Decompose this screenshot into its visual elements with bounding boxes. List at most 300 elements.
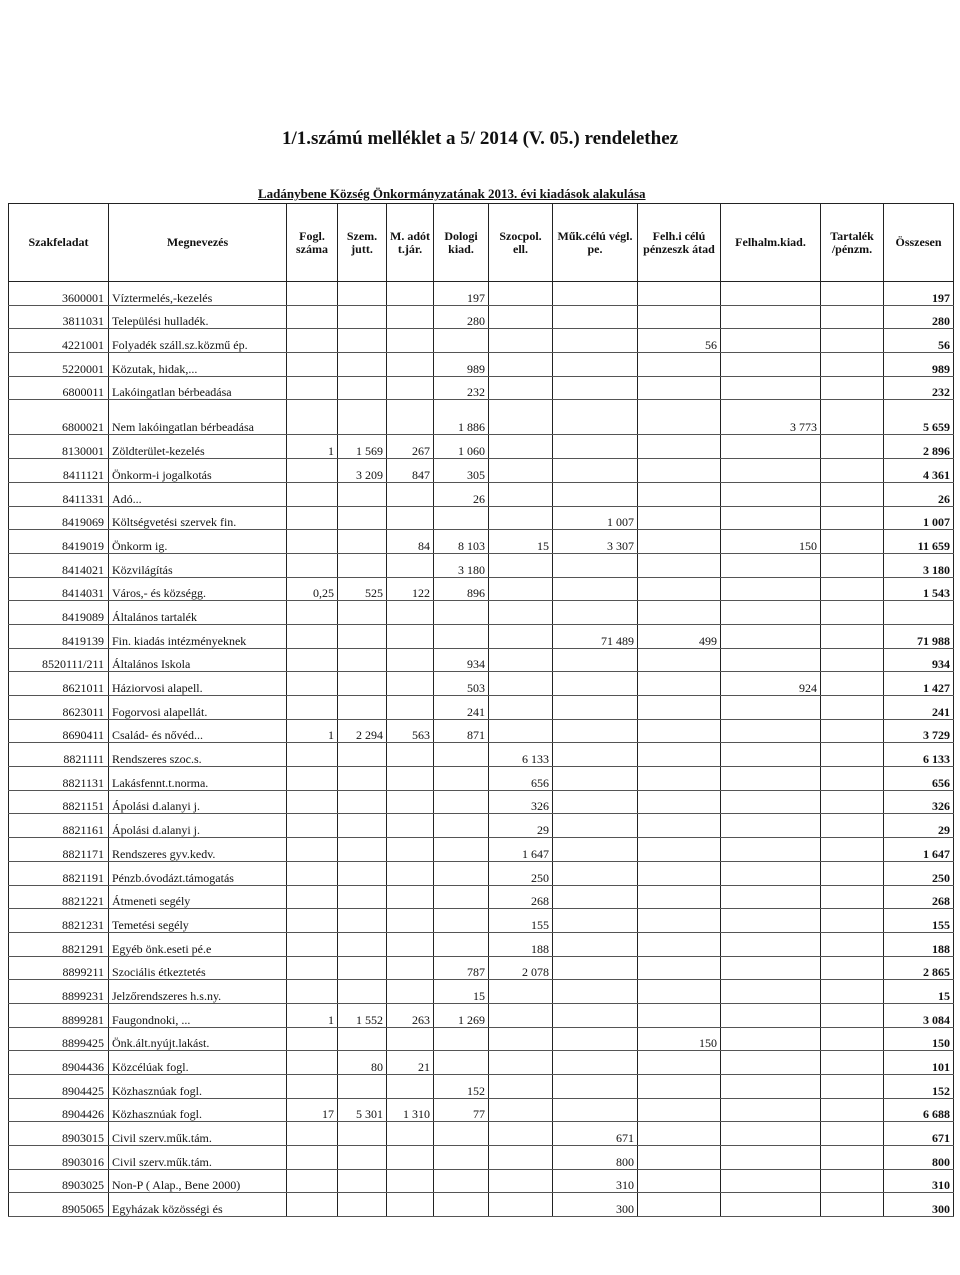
cell-osszesen: 241	[884, 696, 954, 720]
cell-szakfeladat: 8899211	[9, 956, 109, 980]
cell-muk	[553, 956, 638, 980]
cell-megnevezes: Fogorvosi alapellát.	[109, 696, 287, 720]
cell-muk: 310	[553, 1169, 638, 1193]
cell-felh	[638, 553, 721, 577]
table-row	[9, 861, 954, 885]
cell-dologi: 3 180	[434, 553, 489, 577]
cell-felhalm	[721, 353, 821, 377]
cell-muk	[553, 482, 638, 506]
cell-tartalek	[821, 482, 884, 506]
cell-felh	[638, 648, 721, 672]
cell-szakfeladat: 8904426	[9, 1098, 109, 1122]
cell-szocpol	[489, 1146, 553, 1170]
cell-madot	[387, 329, 434, 353]
expenditure-table-container	[8, 203, 954, 1217]
cell-felhalm	[721, 435, 821, 459]
cell-szakfeladat: 4221001	[9, 329, 109, 353]
cell-fogl: 1	[287, 435, 338, 459]
table-row	[9, 672, 954, 696]
cell-madot: 1 310	[387, 1098, 434, 1122]
table-row	[9, 648, 954, 672]
table-row	[9, 1193, 954, 1217]
cell-felhalm	[721, 282, 821, 306]
table-row	[9, 1075, 954, 1099]
table-row	[9, 790, 954, 814]
cell-szem	[338, 767, 387, 791]
cell-szem	[338, 305, 387, 329]
cell-fogl	[287, 482, 338, 506]
cell-szakfeladat: 8821131	[9, 767, 109, 791]
cell-szocpol: 656	[489, 767, 553, 791]
cell-madot	[387, 482, 434, 506]
cell-megnevezes: Települési hulladék.	[109, 305, 287, 329]
table-row	[9, 980, 954, 1004]
cell-megnevezes: Civil szerv.műk.tám.	[109, 1146, 287, 1170]
cell-muk	[553, 790, 638, 814]
cell-dologi	[434, 1169, 489, 1193]
cell-felhalm	[721, 624, 821, 648]
table-row	[9, 767, 954, 791]
cell-madot	[387, 980, 434, 1004]
cell-tartalek	[821, 909, 884, 933]
cell-szakfeladat: 8821161	[9, 814, 109, 838]
cell-osszesen: 326	[884, 790, 954, 814]
cell-tartalek	[821, 506, 884, 530]
col-header-muk: Műk.célú végl. pe.	[553, 204, 638, 282]
cell-megnevezes: Folyadék száll.sz.közmű ép.	[109, 329, 287, 353]
cell-fogl	[287, 909, 338, 933]
cell-felh	[638, 1003, 721, 1027]
cell-szakfeladat: 8821111	[9, 743, 109, 767]
cell-felh	[638, 1051, 721, 1075]
cell-szocpol	[489, 482, 553, 506]
cell-tartalek	[821, 624, 884, 648]
cell-szocpol: 268	[489, 885, 553, 909]
cell-fogl	[287, 329, 338, 353]
cell-dologi: 503	[434, 672, 489, 696]
cell-szakfeladat: 8130001	[9, 435, 109, 459]
cell-felhalm	[721, 329, 821, 353]
cell-szocpol: 1 647	[489, 838, 553, 862]
cell-szocpol	[489, 1027, 553, 1051]
cell-megnevezes: Ápolási d.alanyi j.	[109, 790, 287, 814]
cell-dologi	[434, 932, 489, 956]
cell-felhalm	[721, 909, 821, 933]
cell-felh	[638, 435, 721, 459]
cell-muk	[553, 648, 638, 672]
cell-megnevezes: Közhasznúak fogl.	[109, 1075, 287, 1099]
cell-szem	[338, 329, 387, 353]
cell-felh	[638, 1146, 721, 1170]
cell-felhalm	[721, 932, 821, 956]
cell-fogl	[287, 376, 338, 400]
cell-osszesen: 800	[884, 1146, 954, 1170]
cell-szem	[338, 885, 387, 909]
cell-fogl	[287, 861, 338, 885]
cell-muk	[553, 932, 638, 956]
cell-dologi: 280	[434, 305, 489, 329]
cell-szocpol	[489, 1193, 553, 1217]
cell-szocpol	[489, 400, 553, 435]
cell-felh	[638, 838, 721, 862]
cell-szocpol	[489, 1075, 553, 1099]
cell-megnevezes: Általános Iskola	[109, 648, 287, 672]
cell-muk	[553, 1098, 638, 1122]
cell-szocpol	[489, 329, 553, 353]
cell-dologi: 896	[434, 577, 489, 601]
col-header-felhalm: Felhalm.kiad.	[721, 204, 821, 282]
cell-fogl	[287, 696, 338, 720]
cell-megnevezes: Rendszeres szoc.s.	[109, 743, 287, 767]
cell-felh	[638, 459, 721, 483]
cell-megnevezes: Lakásfennt.t.norma.	[109, 767, 287, 791]
cell-szakfeladat: 5220001	[9, 353, 109, 377]
cell-szocpol: 2 078	[489, 956, 553, 980]
cell-szocpol: 6 133	[489, 743, 553, 767]
cell-szakfeladat: 8414021	[9, 553, 109, 577]
table-row	[9, 1169, 954, 1193]
cell-fogl: 17	[287, 1098, 338, 1122]
cell-muk	[553, 305, 638, 329]
cell-osszesen: 1 647	[884, 838, 954, 862]
cell-osszesen: 150	[884, 1027, 954, 1051]
cell-szakfeladat: 8419139	[9, 624, 109, 648]
cell-dologi	[434, 1193, 489, 1217]
col-header-osszesen: Összesen	[884, 204, 954, 282]
cell-szem: 5 301	[338, 1098, 387, 1122]
cell-muk	[553, 719, 638, 743]
cell-osszesen: 250	[884, 861, 954, 885]
cell-szocpol	[489, 1003, 553, 1027]
cell-osszesen: 989	[884, 353, 954, 377]
cell-dologi: 15	[434, 980, 489, 1004]
cell-madot	[387, 814, 434, 838]
cell-szakfeladat: 8821231	[9, 909, 109, 933]
cell-szem	[338, 1027, 387, 1051]
cell-tartalek	[821, 577, 884, 601]
cell-felhalm	[721, 790, 821, 814]
cell-muk	[553, 400, 638, 435]
cell-madot	[387, 672, 434, 696]
cell-felhalm	[721, 1003, 821, 1027]
cell-szakfeladat: 8821171	[9, 838, 109, 862]
cell-dologi: 1 269	[434, 1003, 489, 1027]
cell-megnevezes: Háziorvosi alapell.	[109, 672, 287, 696]
cell-megnevezes: Közcélúak fogl.	[109, 1051, 287, 1075]
cell-felh	[638, 790, 721, 814]
cell-megnevezes: Költségvetési szervek fin.	[109, 506, 287, 530]
cell-fogl	[287, 956, 338, 980]
cell-fogl: 1	[287, 719, 338, 743]
cell-megnevezes: Temetési segély	[109, 909, 287, 933]
cell-muk	[553, 435, 638, 459]
cell-szakfeladat: 8411121	[9, 459, 109, 483]
cell-felhalm	[721, 1027, 821, 1051]
cell-madot	[387, 767, 434, 791]
cell-szakfeladat: 8821191	[9, 861, 109, 885]
table-row	[9, 459, 954, 483]
cell-szocpol	[489, 1051, 553, 1075]
cell-felhalm	[721, 553, 821, 577]
cell-muk	[553, 672, 638, 696]
table-row	[9, 435, 954, 459]
cell-felh	[638, 305, 721, 329]
cell-madot	[387, 885, 434, 909]
cell-szakfeladat: 3600001	[9, 282, 109, 306]
cell-madot	[387, 601, 434, 625]
cell-tartalek	[821, 1003, 884, 1027]
cell-fogl	[287, 353, 338, 377]
cell-megnevezes: Ápolási d.alanyi j.	[109, 814, 287, 838]
cell-szakfeladat: 8411331	[9, 482, 109, 506]
cell-felh: 150	[638, 1027, 721, 1051]
cell-osszesen: 3 084	[884, 1003, 954, 1027]
cell-szocpol	[489, 506, 553, 530]
cell-dologi: 1 886	[434, 400, 489, 435]
cell-megnevezes: Önkorm ig.	[109, 530, 287, 554]
cell-megnevezes: Átmeneti segély	[109, 885, 287, 909]
cell-szocpol	[489, 980, 553, 1004]
cell-osszesen: 11 659	[884, 530, 954, 554]
cell-megnevezes: Közutak, hidak,...	[109, 353, 287, 377]
cell-dologi	[434, 790, 489, 814]
cell-fogl	[287, 743, 338, 767]
cell-tartalek	[821, 743, 884, 767]
cell-felhalm	[721, 1122, 821, 1146]
cell-tartalek	[821, 790, 884, 814]
col-header-tartalek: Tartalék /pénzm.	[821, 204, 884, 282]
cell-felhalm	[721, 1193, 821, 1217]
table-row	[9, 814, 954, 838]
cell-felhalm	[721, 376, 821, 400]
cell-fogl	[287, 980, 338, 1004]
cell-szem	[338, 696, 387, 720]
cell-szocpol	[489, 1098, 553, 1122]
cell-megnevezes: Általános tartalék	[109, 601, 287, 625]
cell-muk	[553, 1003, 638, 1027]
cell-szem	[338, 624, 387, 648]
cell-megnevezes: Közvilágítás	[109, 553, 287, 577]
cell-megnevezes: Fin. kiadás intézményeknek	[109, 624, 287, 648]
cell-madot: 563	[387, 719, 434, 743]
cell-fogl	[287, 672, 338, 696]
cell-dologi: 989	[434, 353, 489, 377]
cell-madot	[387, 861, 434, 885]
table-row	[9, 305, 954, 329]
cell-felh	[638, 885, 721, 909]
cell-madot	[387, 790, 434, 814]
cell-osszesen: 6 688	[884, 1098, 954, 1122]
cell-madot	[387, 932, 434, 956]
cell-muk	[553, 885, 638, 909]
cell-fogl	[287, 624, 338, 648]
cell-osszesen: 29	[884, 814, 954, 838]
table-row	[9, 838, 954, 862]
cell-madot	[387, 838, 434, 862]
cell-madot	[387, 956, 434, 980]
cell-madot	[387, 624, 434, 648]
cell-szem	[338, 909, 387, 933]
cell-madot: 267	[387, 435, 434, 459]
cell-fogl	[287, 1169, 338, 1193]
table-row	[9, 1003, 954, 1027]
cell-dologi	[434, 909, 489, 933]
cell-tartalek	[821, 400, 884, 435]
cell-felh	[638, 482, 721, 506]
cell-muk	[553, 814, 638, 838]
cell-szocpol	[489, 435, 553, 459]
cell-megnevezes: Adó...	[109, 482, 287, 506]
cell-tartalek	[821, 1098, 884, 1122]
cell-szakfeladat: 8899425	[9, 1027, 109, 1051]
cell-megnevezes: Egyéb önk.eseti pé.e	[109, 932, 287, 956]
cell-szem	[338, 282, 387, 306]
cell-dologi	[434, 838, 489, 862]
cell-tartalek	[821, 1075, 884, 1099]
cell-megnevezes: Közhasznúak fogl.	[109, 1098, 287, 1122]
cell-szakfeladat: 8623011	[9, 696, 109, 720]
cell-felh	[638, 1098, 721, 1122]
cell-szem	[338, 376, 387, 400]
cell-osszesen: 71 988	[884, 624, 954, 648]
cell-madot	[387, 1075, 434, 1099]
cell-fogl	[287, 1146, 338, 1170]
cell-osszesen: 3 180	[884, 553, 954, 577]
table-row	[9, 353, 954, 377]
cell-osszesen: 656	[884, 767, 954, 791]
cell-madot: 847	[387, 459, 434, 483]
cell-szakfeladat: 8903025	[9, 1169, 109, 1193]
cell-fogl	[287, 790, 338, 814]
cell-osszesen: 155	[884, 909, 954, 933]
cell-szem	[338, 1193, 387, 1217]
cell-muk	[553, 1075, 638, 1099]
cell-szocpol	[489, 672, 553, 696]
cell-osszesen: 934	[884, 648, 954, 672]
cell-szem: 3 209	[338, 459, 387, 483]
cell-muk: 3 307	[553, 530, 638, 554]
cell-dologi	[434, 1146, 489, 1170]
cell-fogl	[287, 1027, 338, 1051]
cell-tartalek	[821, 814, 884, 838]
cell-dologi: 8 103	[434, 530, 489, 554]
cell-madot	[387, 506, 434, 530]
cell-szakfeladat: 8621011	[9, 672, 109, 696]
table-row	[9, 885, 954, 909]
cell-felhalm	[721, 885, 821, 909]
table-row	[9, 1027, 954, 1051]
cell-szem	[338, 672, 387, 696]
cell-osszesen: 197	[884, 282, 954, 306]
table-row	[9, 932, 954, 956]
cell-felhalm	[721, 1051, 821, 1075]
cell-muk	[553, 376, 638, 400]
cell-osszesen: 280	[884, 305, 954, 329]
cell-szem	[338, 1075, 387, 1099]
cell-fogl	[287, 553, 338, 577]
cell-tartalek	[821, 1027, 884, 1051]
cell-felhalm	[721, 305, 821, 329]
cell-megnevezes: Víztermelés,-kezelés	[109, 282, 287, 306]
col-header-szocpol: Szocpol. ell.	[489, 204, 553, 282]
cell-dologi	[434, 601, 489, 625]
cell-muk: 671	[553, 1122, 638, 1146]
cell-felh	[638, 719, 721, 743]
cell-madot: 21	[387, 1051, 434, 1075]
cell-fogl	[287, 282, 338, 306]
cell-szem: 80	[338, 1051, 387, 1075]
cell-madot	[387, 1169, 434, 1193]
cell-fogl	[287, 1075, 338, 1099]
cell-felh	[638, 506, 721, 530]
cell-tartalek	[821, 719, 884, 743]
cell-osszesen: 101	[884, 1051, 954, 1075]
col-header-fogl: Fogl. száma	[287, 204, 338, 282]
cell-osszesen: 6 133	[884, 743, 954, 767]
cell-felh	[638, 400, 721, 435]
cell-felhalm	[721, 767, 821, 791]
cell-szem	[338, 353, 387, 377]
cell-szem	[338, 530, 387, 554]
cell-felh	[638, 601, 721, 625]
table-row	[9, 530, 954, 554]
cell-tartalek	[821, 767, 884, 791]
cell-felh	[638, 1075, 721, 1099]
cell-megnevezes: Pénzb.óvodázt.támogatás	[109, 861, 287, 885]
cell-dologi: 77	[434, 1098, 489, 1122]
cell-szakfeladat: 8899281	[9, 1003, 109, 1027]
cell-megnevezes: Szociális étkeztetés	[109, 956, 287, 980]
cell-tartalek	[821, 861, 884, 885]
cell-osszesen: 188	[884, 932, 954, 956]
cell-madot	[387, 376, 434, 400]
cell-szakfeladat: 8899231	[9, 980, 109, 1004]
col-header-megnevezes: Megnevezés	[109, 204, 287, 282]
cell-felhalm	[721, 601, 821, 625]
cell-osszesen: 2 896	[884, 435, 954, 459]
cell-szakfeladat: 8903016	[9, 1146, 109, 1170]
cell-dologi	[434, 885, 489, 909]
cell-fogl: 1	[287, 1003, 338, 1027]
cell-madot: 263	[387, 1003, 434, 1027]
cell-madot	[387, 909, 434, 933]
cell-szocpol	[489, 459, 553, 483]
cell-fogl	[287, 530, 338, 554]
cell-tartalek	[821, 601, 884, 625]
cell-tartalek	[821, 1051, 884, 1075]
table-row	[9, 482, 954, 506]
cell-szem	[338, 506, 387, 530]
cell-muk	[553, 696, 638, 720]
cell-muk	[553, 353, 638, 377]
cell-szem	[338, 861, 387, 885]
cell-tartalek	[821, 553, 884, 577]
cell-megnevezes: Lakóingatlan bérbeadása	[109, 376, 287, 400]
cell-osszesen: 1 427	[884, 672, 954, 696]
cell-dologi	[434, 861, 489, 885]
cell-tartalek	[821, 282, 884, 306]
cell-szakfeladat: 8905065	[9, 1193, 109, 1217]
cell-megnevezes: Család- és nővéd...	[109, 719, 287, 743]
cell-szem: 525	[338, 577, 387, 601]
table-row	[9, 329, 954, 353]
cell-megnevezes: Faugondnoki, ...	[109, 1003, 287, 1027]
cell-szakfeladat: 8904436	[9, 1051, 109, 1075]
cell-osszesen: 15	[884, 980, 954, 1004]
cell-felh: 56	[638, 329, 721, 353]
cell-muk	[553, 909, 638, 933]
cell-szocpol: 15	[489, 530, 553, 554]
